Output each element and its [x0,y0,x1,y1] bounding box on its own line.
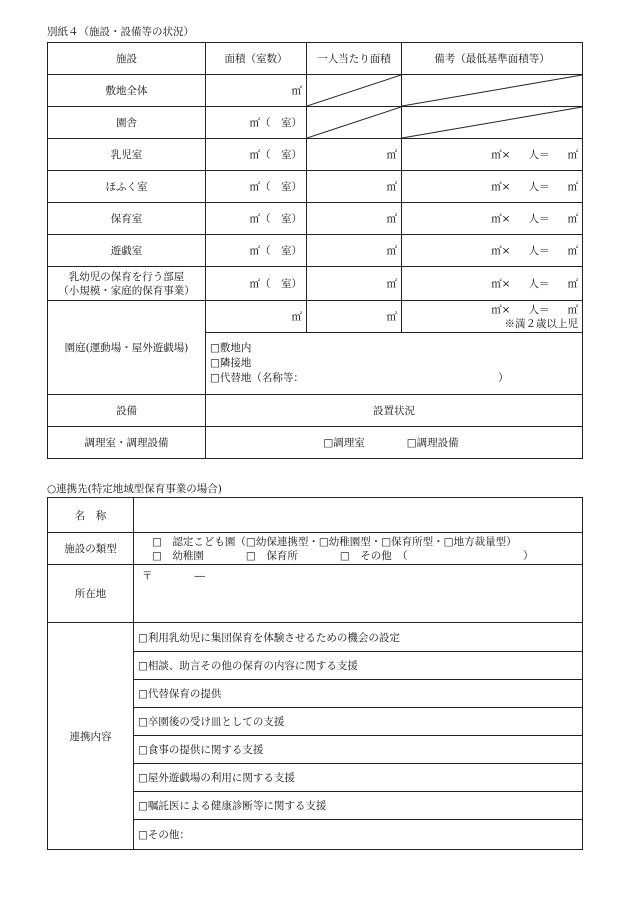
facility-name: 敷地全体 [48,75,206,107]
checkbox-substitute[interactable]: □代替地（名称等： ） [210,372,509,384]
name-label: 名 称 [48,498,134,533]
age-note: ※満２歳以上児 [504,318,578,330]
area-cell[interactable]: ㎡ [206,301,307,333]
note-part: 人＝ [528,213,550,225]
note-part: 人＝ [528,181,550,193]
content-label: 連携内容 [48,623,134,850]
note-part: ㎡ [567,245,578,257]
note-cell[interactable] [402,235,583,267]
address-label: 所在地 [48,565,134,623]
type-option[interactable]: □ 幼稚園 [152,549,204,562]
content-option[interactable]: □屋外遊戯場の利用に関する支援 [134,764,583,792]
table-row [48,498,583,533]
per-person-cell[interactable]: ㎡ [307,139,402,171]
checkbox-adjacent[interactable]: □隣接地 [210,357,252,369]
facility-name: 園庭(運動場・屋外遊戯場) [48,301,206,395]
facility-name: 遊戯室 [48,235,206,267]
note-part: ㎡ [567,304,578,316]
per-person-cell[interactable]: ㎡ [307,171,402,203]
area-cell[interactable]: ㎡（ 室） [206,203,307,235]
area-cell[interactable]: ㎡（ 室） [206,139,307,171]
content-row [48,623,583,652]
page-heading: 別紙４（施設・設備等の状況） [47,26,194,38]
table-row [48,565,583,623]
note-part: ㎡ [567,181,578,193]
facility-name: ほふく室 [48,171,206,203]
yard-location-cell [206,333,583,395]
struck-cell [402,75,583,107]
content-option[interactable]: □代替保育の提供 [134,680,583,708]
note-part: 人＝ [528,278,550,290]
note-cell[interactable] [402,139,583,171]
note-part: ㎡ [567,149,578,161]
content-option[interactable]: □相談、助言その他の保育の内容に関する支援 [134,652,583,680]
yard-row [48,301,583,333]
struck-cell [307,107,402,139]
table-row [48,107,583,139]
equipment-header: 設備 [48,395,206,427]
note-cell[interactable] [402,267,583,301]
checkbox-kitchen[interactable]: □調理室 [323,437,365,449]
col-header: 施設 [48,43,206,75]
facility-name-line: （小規模・家庭的保育事業） [58,284,195,297]
name-field[interactable] [134,498,583,533]
note-part: ㎡× [491,213,511,225]
kitchen-row [48,427,583,459]
col-header: 一人当たり面積 [307,43,402,75]
table-row [48,75,583,107]
table-header-row [48,43,583,75]
type-option[interactable]: □ その他 （ ） [339,549,534,562]
per-person-cell[interactable]: ㎡ [307,267,402,301]
note-part: ㎡× [491,181,511,193]
note-part: ㎡ [567,278,578,290]
content-option[interactable]: □嘱託医による健康診断等に関する支援 [134,792,583,820]
checkbox-on-site[interactable]: □敷地内 [210,342,252,354]
note-part: ㎡× [491,304,511,316]
per-person-cell[interactable]: ㎡ [307,235,402,267]
area-cell[interactable]: ㎡ [206,75,307,107]
facility-name: 乳児室 [48,139,206,171]
content-option[interactable]: □利用乳幼児に集団保育を体験させるための機会の設定 [134,623,583,652]
type-options [134,533,583,565]
per-person-cell[interactable]: ㎡ [307,301,402,333]
note-cell[interactable] [402,171,583,203]
col-header: 面積（室数） [206,43,307,75]
area-cell[interactable]: ㎡（ 室） [206,235,307,267]
facility-name: 保育室 [48,203,206,235]
facility-name: 調理室・調理設備 [48,427,206,459]
note-part: 人＝ [528,149,550,161]
note-part: ㎡× [491,149,511,161]
type-label: 施設の類型 [48,533,134,565]
col-header: 備考（最低基準面積等） [402,43,583,75]
facility-name [48,267,206,301]
area-cell[interactable]: ㎡（ 室） [206,267,307,301]
table-row [48,171,583,203]
note-part: 人＝ [528,245,550,257]
area-cell[interactable]: ㎡（ 室） [206,171,307,203]
type-option-line[interactable]: □ 認定こども園（□幼保連携型・□幼稚園型・□保育所型・□地方裁量型） [152,535,517,548]
equipment-header-row [48,395,583,427]
table-row [48,267,583,301]
note-part: ㎡ [567,213,578,225]
facility-name: 園舎 [48,107,206,139]
partner-heading: ○連携先(特定地域型保育事業の場合) [47,483,222,495]
type-option[interactable]: □ 保育所 [245,549,298,562]
note-part: ㎡× [491,278,511,290]
table-row [48,533,583,565]
table-row [48,235,583,267]
content-option[interactable]: □卒園後の受け皿としての支援 [134,708,583,736]
checkbox-kitchen-equipment[interactable]: □調理設備 [406,437,459,449]
table-row [48,203,583,235]
content-option[interactable]: □その他： [134,820,583,850]
facility-name-line: 乳幼児の保育を行う部屋 [68,270,185,283]
facility-table [47,42,583,459]
note-cell[interactable] [402,203,583,235]
installation-header: 設置状況 [206,395,583,427]
per-person-cell[interactable]: ㎡ [307,203,402,235]
postal-code: 〒 ― [142,570,205,582]
struck-cell [402,107,583,139]
note-part: 人＝ [528,304,550,316]
partner-table [47,497,583,850]
kitchen-options [206,427,583,459]
area-cell[interactable]: ㎡（ 室） [206,107,307,139]
note-part: ㎡× [491,245,511,257]
address-field[interactable] [134,565,583,623]
content-option[interactable]: □食事の提供に関する支援 [134,736,583,764]
type-option-line [152,549,578,563]
struck-cell [307,75,402,107]
table-row [48,139,583,171]
note-cell[interactable] [402,301,583,333]
